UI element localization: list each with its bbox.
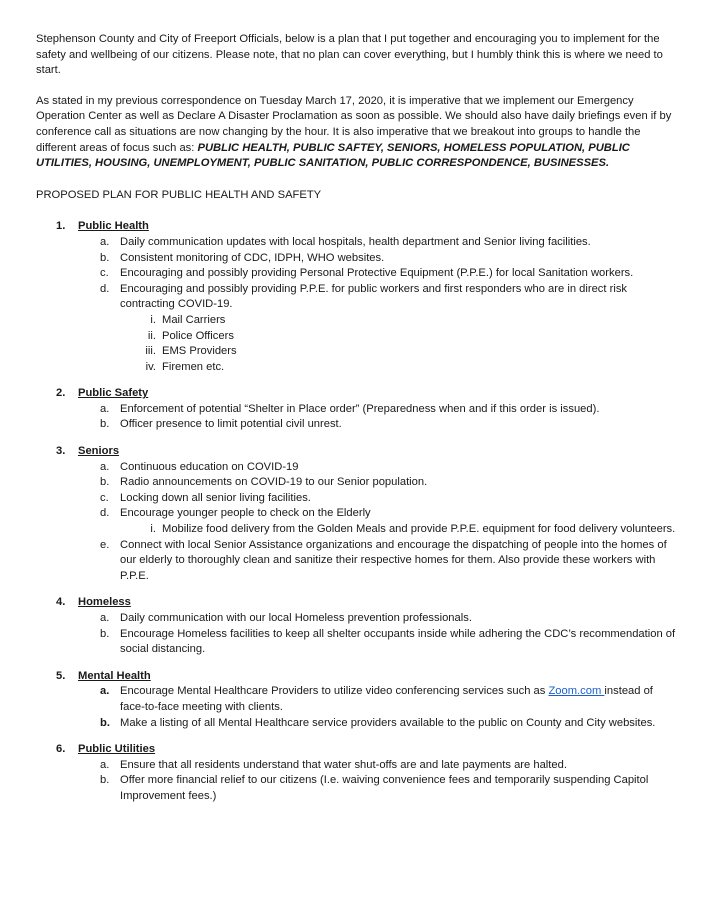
list-item-text: Officer presence to limit potential civil unrest. [120,418,342,431]
sub-list-item-text: Mail Carriers [162,313,226,326]
list-item-text: Continuous education on COVID-19 [120,460,299,473]
sub-list-item-text: Mobilize food delivery from the Golden Meals and provide P.P.E. equipment for food delivery volunteers. [162,523,676,536]
list-item [36,282,676,313]
plan-section [36,444,676,584]
list-item [36,538,676,585]
section-title: Homeless [78,596,131,609]
list-item-marker: a. [100,460,110,473]
sub-list-item-text: EMS Providers [162,345,237,358]
list-item-text: Encouraging and possibly providing Personal Protective Equipment (P.P.E.) for local Sanitation workers. [120,267,634,280]
list-item-text: Encouraging and possibly providing P.P.E. for public workers and first responders who are in direct risk contracting COVID-19. [120,282,628,311]
list-item-marker: a. [100,402,110,415]
sub-list-item [36,329,676,345]
list-item-text: Offer more financial relief to our citizens (I.e. waiving convenience fees and temporarily suspending Capitol Improvement fees.) [120,774,649,802]
list-item [36,475,676,491]
list-item-marker: c. [100,491,109,504]
list-item-marker: b. [100,476,110,489]
plan-section [36,742,676,804]
section-number: 5. [56,669,66,682]
sub-list-item-marker: iv. [145,360,156,373]
section-number: 4. [56,596,66,609]
sub-list-item [36,313,676,329]
list-item [36,684,676,715]
sub-list-item-text: Police Officers [162,329,234,342]
list-item [36,251,676,267]
list-item-marker: c. [100,267,109,280]
section-title: Mental Health [78,669,151,682]
list-item-text: Consistent monitoring of CDC, IDPH, WHO websites. [120,251,385,264]
list-item-text: Daily communication updates with local hospitals, health department and Senior living facilities. [120,235,591,248]
focus-areas-list: PUBLIC HEALTH, PUBLIC SAFTEY, SENIORS, HOMELESS POPULATION, PUBLIC UTILITIES, HOUSING, UNEMPLOYMENT, PUBLIC SANITATION, PUBLIC CORRESPONDENCE, BUSINESSES. [36,141,630,170]
section-heading [36,444,676,460]
zoom-link[interactable]: Zoom.com [548,685,605,698]
section-heading [36,595,676,611]
sub-list-item-marker: i. [150,313,156,326]
sub-list-item [36,522,676,538]
list-item [36,716,676,732]
section-title: Public Health [78,220,149,233]
list-item-marker: a. [100,685,110,698]
list-item-text: Enforcement of potential “Shelter in Place order” (Preparedness when and if this order is issued). [120,402,600,415]
list-item-text: Encourage Mental Healthcare Providers to utilize video conferencing services such as [120,685,549,698]
list-item-marker: b. [100,716,110,729]
list-item [36,266,676,282]
list-item-marker: b. [100,627,110,640]
plan-section [36,386,676,433]
section-title: Public Utilities [78,743,156,756]
list-item [36,417,676,433]
list-item-marker: d. [100,507,110,520]
list-item [36,491,676,507]
section-heading [36,219,676,235]
section-heading [36,742,676,758]
plan-section [36,219,676,375]
document-page [36,32,676,816]
list-item [36,402,676,418]
list-item-text: Locking down all senior living facilities. [120,491,311,504]
sub-list-item-marker: i. [150,523,156,536]
list-item-marker: d. [100,282,110,295]
sub-list-item-text: Firemen etc. [162,360,225,373]
list-item [36,235,676,251]
list-item-text: Encourage Homeless facilities to keep all shelter occupants inside while adhering the CDC’s recommendation of social distancing. [120,627,676,656]
sub-list-item [36,360,676,376]
list-item [36,627,676,658]
sub-list-item-marker: iii. [145,345,156,358]
list-item-marker: b. [100,251,110,264]
list-item [36,773,676,804]
list-item-text-continued: instead of face-to-face meeting with clients. [120,685,653,713]
intro-paragraph-2-text: As stated in my previous correspondence on Tuesday March 17, 2020, it is imperative that we implement our Emergency Operation Center as well as Declare A Disaster Proclamation as soon as possible. We should also have daily briefings even if by conference call as situations are now changing by the hour. It is also imperative that we breakout into groups to handle the different areas of focus such as: [36,94,672,154]
plan-sections [36,219,676,804]
section-number: 6. [56,743,66,756]
list-item-marker: a. [100,758,110,771]
section-number: 2. [56,387,66,400]
list-item-marker: a. [100,235,110,248]
list-item-text: Radio announcements on COVID-19 to our Senior population. [120,476,428,489]
section-title: Seniors [78,445,120,458]
sub-list-item [36,344,676,360]
plan-heading: PROPOSED PLAN FOR PUBLIC HEALTH AND SAFETY [36,188,322,201]
intro-paragraph-2 [36,94,676,172]
sub-list-item-marker: ii. [147,329,156,342]
plan-section [36,669,676,731]
list-item-marker: b. [100,774,110,787]
list-item-marker: b. [100,418,110,431]
section-number: 3. [56,445,66,458]
section-number: 1. [56,220,66,233]
list-item-text: Daily communication with our local Homeless prevention professionals. [120,612,472,624]
plan-section [36,595,676,657]
list-item-marker: e. [100,538,110,551]
list-item-text: Make a listing of all Mental Healthcare service providers available to the public on County and City websites. [120,716,656,729]
list-item-text: Encourage younger people to check on the Elderly [120,507,371,520]
list-item [36,758,676,774]
list-item-text: Ensure that all residents understand that water shut-offs are and late payments are halted. [120,758,567,771]
list-item-text: Connect with local Senior Assistance organizations and encourage the dispatching of people into the homes of our elderly to thoroughly clean and sanitize their respective homes for them. Also provide these workers with P.P.E. [120,538,667,582]
intro-paragraph-1: Stephenson County and City of Freeport Officials, below is a plan that I put together and encouraging you to implement for the safety and wellbeing of our citizens. Please note, that no plan can cover everything, but I humbly think this is where we need to start. [36,33,663,77]
list-item [36,611,676,627]
section-title: Public Safety [78,387,149,400]
section-heading [36,669,676,685]
list-item [36,460,676,476]
section-heading [36,386,676,402]
list-item [36,506,676,522]
list-item-marker: a. [100,612,110,624]
